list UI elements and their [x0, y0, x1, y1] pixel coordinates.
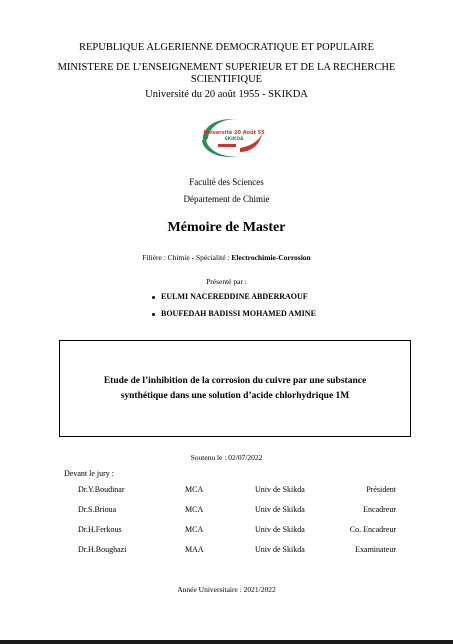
- jury-role: Encadreur: [363, 505, 396, 514]
- jury-name: Dr.Y.Boudinar: [78, 485, 125, 494]
- thesis-title-line2: synthétique dans une solution d’acide chlorhydrique 1M: [120, 390, 350, 401]
- student-1: EULMI NACEREDDINE ABDERRAOUF: [152, 292, 308, 301]
- thesis-title-box: [59, 340, 411, 437]
- jury-row: [0, 525, 453, 537]
- department-name: Département de Chimie: [183, 194, 270, 204]
- jury-role: Co. Encadreur: [349, 525, 396, 534]
- thesis-title-line1: Etude de l’inhibition de la corrosion du cuivre par une substance: [103, 375, 367, 386]
- jury-institution: Univ de Skikda: [255, 505, 305, 514]
- faculty-name: Faculté des Sciences: [189, 177, 264, 187]
- academic-year: Année Universitaire : 2021/2022: [177, 585, 276, 594]
- university-logo-icon: [196, 114, 268, 162]
- jury-grade: MCA: [185, 525, 204, 534]
- jury-row: [0, 545, 453, 557]
- jury-role: Président: [366, 485, 396, 494]
- filiere-prefix: Filière : Chimie - Spécialité :: [142, 253, 232, 262]
- jury-label: Devant le jury :: [64, 469, 114, 478]
- jury-name: Dr.H.Boughazi: [78, 545, 127, 554]
- defense-date: Soutenu le : 02/07/2022: [190, 453, 263, 462]
- student-2: BOUFEDAH BADISSI MOHAMED AMINE: [152, 309, 316, 318]
- filiere-line: [0, 253, 453, 262]
- jury-grade: MCA: [185, 485, 204, 494]
- specialite: Electrochimie-Corrosion: [231, 253, 311, 262]
- bullet-icon: [152, 313, 155, 316]
- jury-institution: Univ de Skikda: [255, 545, 305, 554]
- jury-role: Examinateur: [355, 545, 396, 554]
- jury-institution: Univ de Skikda: [255, 525, 305, 534]
- bullet-icon: [152, 296, 155, 299]
- presente-par: Présenté par :: [206, 277, 247, 286]
- jury-row: [0, 505, 453, 517]
- jury-row: [0, 485, 453, 497]
- university-logo: [196, 114, 268, 162]
- jury-grade: MCA: [185, 505, 204, 514]
- svg-text:Université 20 Août 55: Université 20 Août 55: [203, 130, 265, 136]
- header-republic: REPUBLIQUE ALGERIENNE DEMOCRATIQUE ET POPULAIRE: [79, 42, 374, 53]
- header-ministry: MINISTERE DE L’ENSEIGNEMENT SUPERIEUR ET DE LA RECHERCHE: [57, 62, 396, 73]
- jury-name: Dr.S.Brioua: [78, 505, 117, 514]
- header-university: Université du 20 août 1955 - SKIKDA: [145, 89, 308, 100]
- jury-name: Dr.H.Ferkous: [78, 525, 122, 534]
- jury-grade: MAA: [185, 545, 204, 554]
- bottom-divider: [0, 640, 453, 644]
- svg-text:SKIKDA: SKIKDA: [224, 137, 244, 142]
- jury-institution: Univ de Skikda: [255, 485, 305, 494]
- header-ministry-cont: SCIENTIFIQUE: [190, 74, 263, 85]
- document-title: Mémoire de Master: [167, 220, 286, 235]
